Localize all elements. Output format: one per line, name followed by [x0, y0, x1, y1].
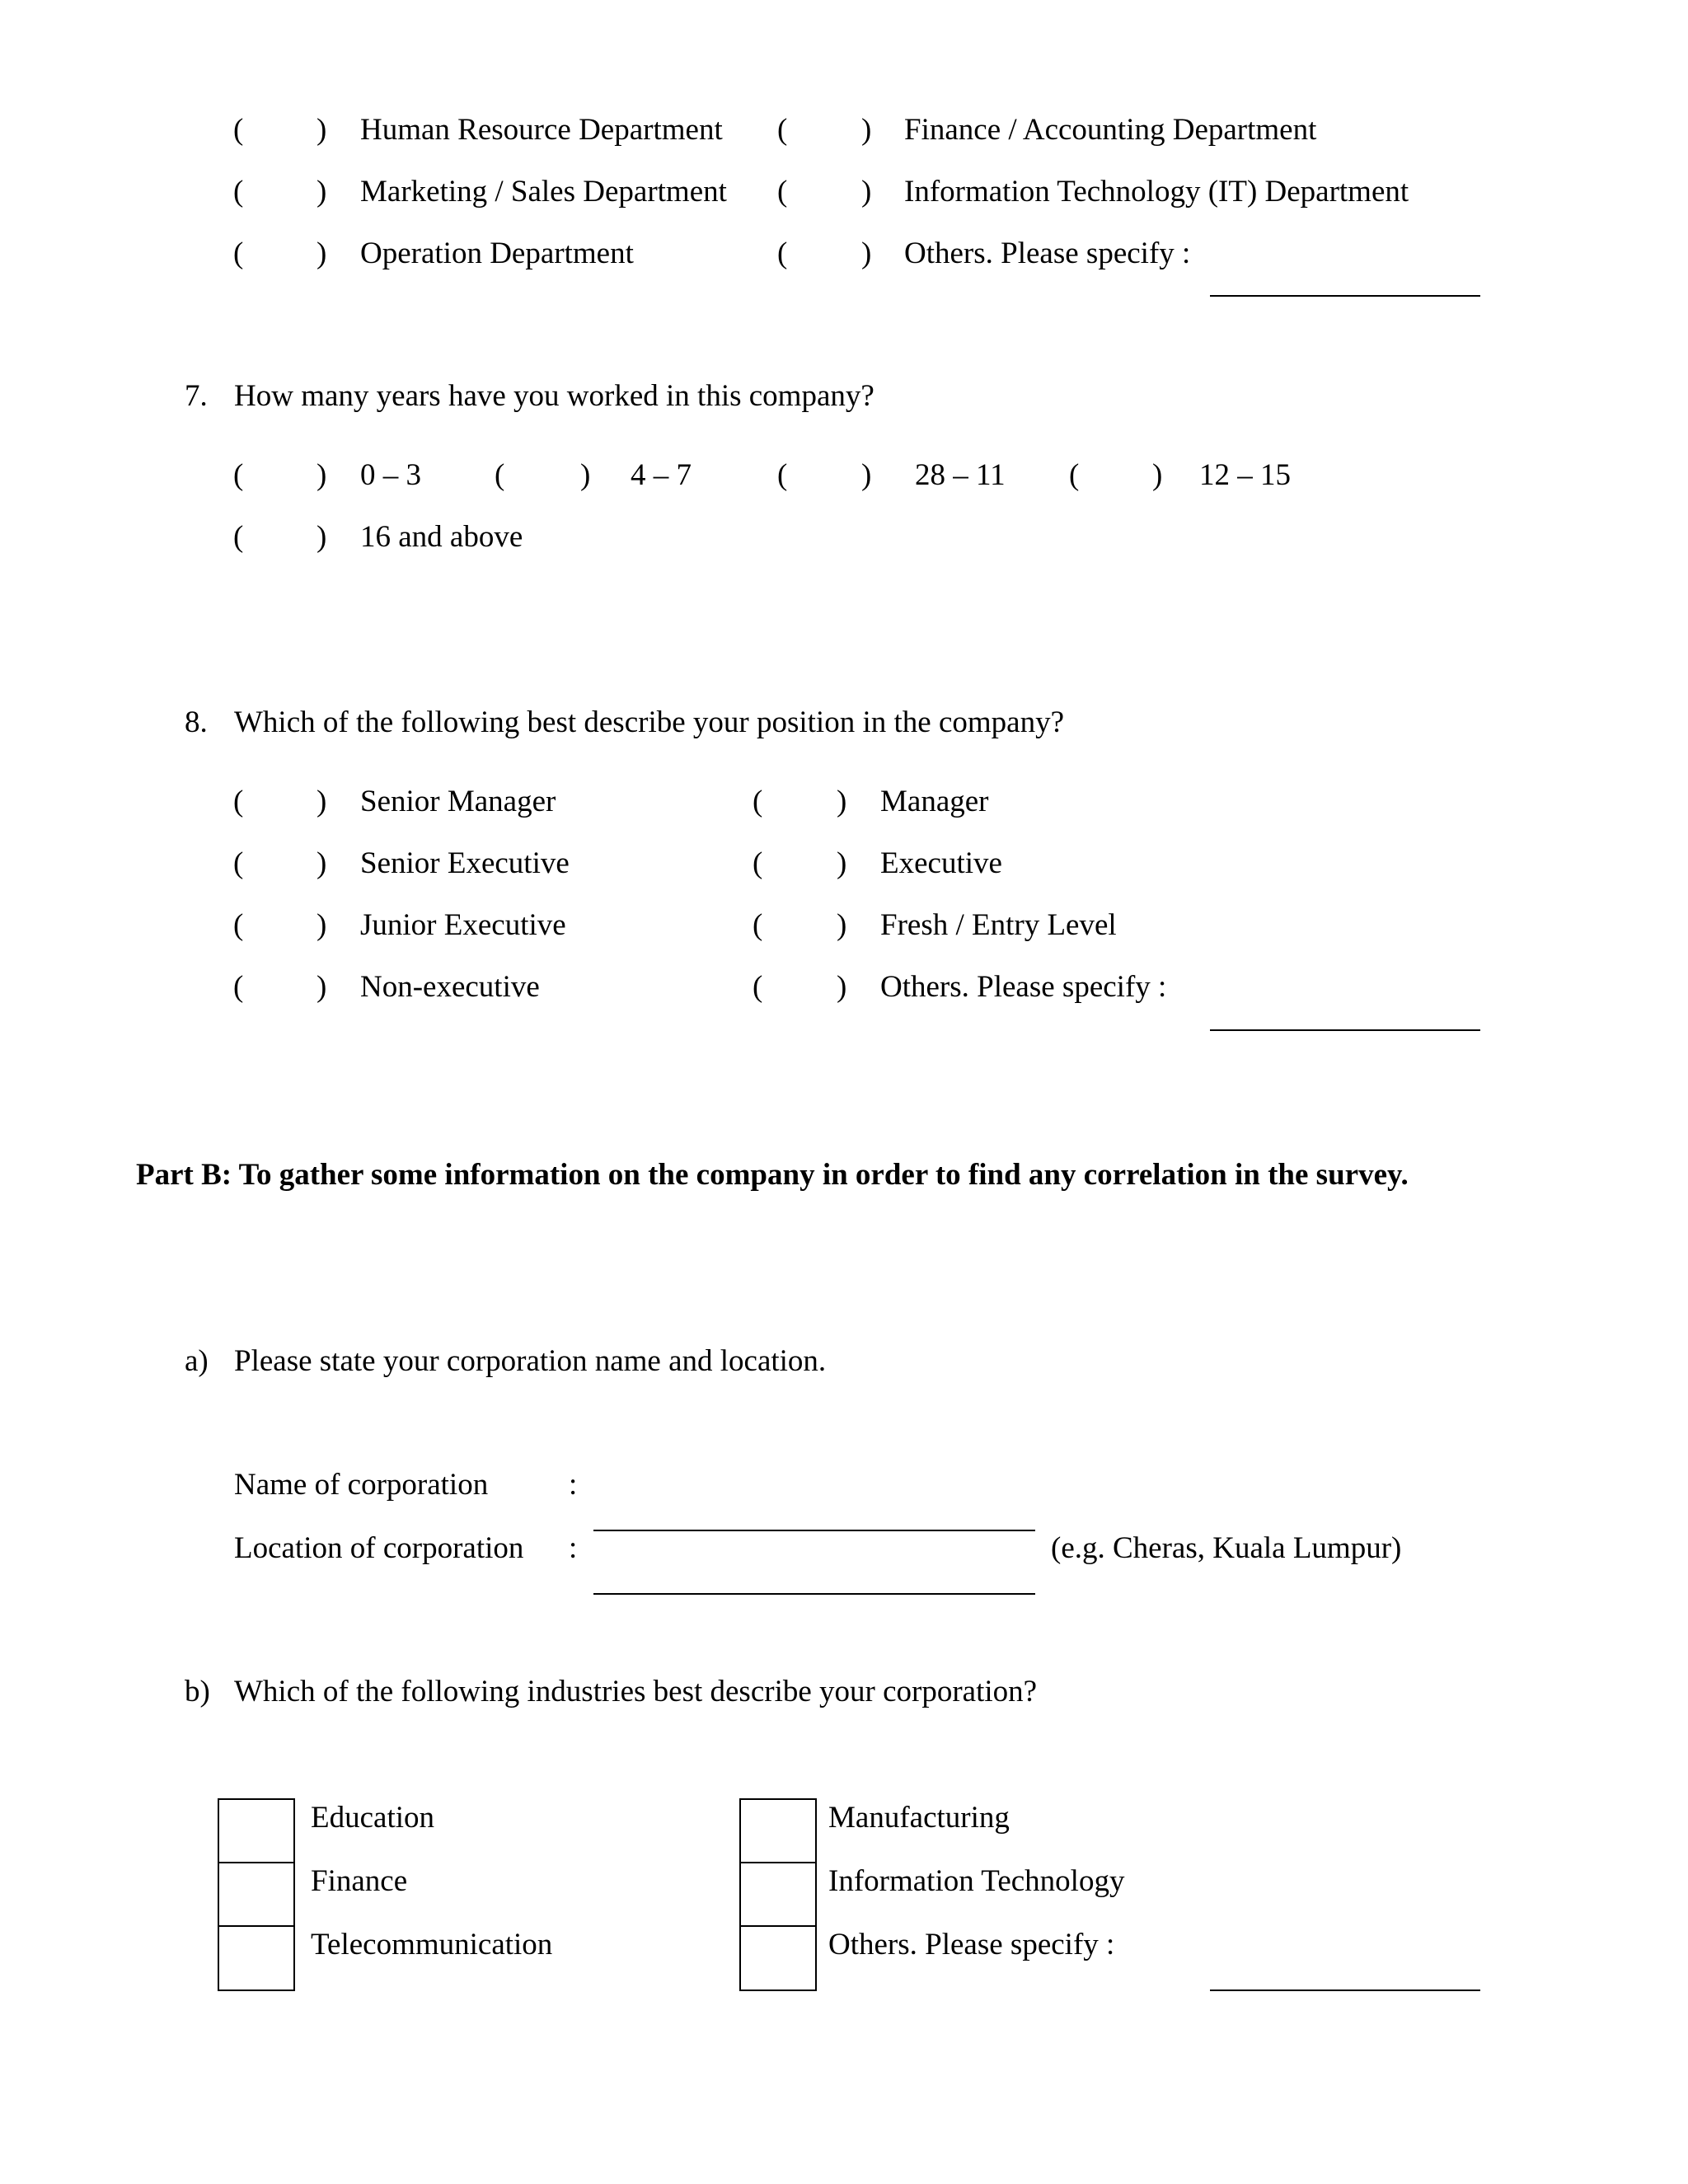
- part-b-heading: Part B: To gather some information on the company in order to find any correlation in the survey.: [136, 1158, 1409, 1192]
- option-label: Education: [311, 1801, 435, 1835]
- option-label: 4 – 7: [631, 458, 692, 492]
- option-label: Non-executive: [360, 970, 540, 1004]
- colon: :: [569, 1468, 578, 1502]
- option-label: 28 – 11: [915, 458, 1006, 492]
- option-label: Finance: [311, 1864, 408, 1898]
- radio-close: ): [316, 520, 327, 554]
- radio-close: ): [316, 458, 327, 492]
- radio-open[interactable]: (: [233, 175, 244, 209]
- question-label: b): [185, 1675, 210, 1708]
- option-label: Others. Please specify :: [828, 1928, 1115, 1961]
- radio-close: ): [316, 113, 327, 147]
- option-label: Fresh / Entry Level: [880, 908, 1117, 942]
- radio-open[interactable]: (: [233, 970, 244, 1004]
- option-label: 12 – 15: [1199, 458, 1291, 492]
- checkbox-others[interactable]: [739, 1925, 817, 1991]
- question-text: Which of the following industries best describe your corporation?: [234, 1675, 1038, 1708]
- radio-close: ): [861, 113, 872, 147]
- radio-open[interactable]: (: [777, 458, 788, 492]
- radio-open[interactable]: (: [495, 458, 505, 492]
- checkbox-education[interactable]: [218, 1798, 295, 1863]
- option-label: Senior Executive: [360, 846, 570, 880]
- radio-close: ): [316, 237, 327, 270]
- name-of-corporation-field[interactable]: [593, 1530, 1035, 1531]
- question-label: a): [185, 1344, 209, 1378]
- radio-open[interactable]: (: [233, 520, 244, 554]
- radio-close: ): [316, 908, 327, 942]
- radio-open[interactable]: (: [1069, 458, 1080, 492]
- checkbox-telecommunication[interactable]: [218, 1925, 295, 1991]
- others-specify-line[interactable]: [1210, 1990, 1480, 1991]
- radio-open[interactable]: (: [753, 908, 763, 942]
- others-specify-line[interactable]: [1210, 1029, 1480, 1031]
- radio-close: ): [837, 970, 847, 1004]
- location-hint: (e.g. Cheras, Kuala Lumpur): [1051, 1531, 1402, 1565]
- radio-open[interactable]: (: [777, 175, 788, 209]
- radio-close: ): [316, 846, 327, 880]
- radio-close: ): [861, 458, 872, 492]
- option-label: Operation Department: [360, 237, 634, 270]
- option-label: Others. Please specify :: [880, 970, 1167, 1004]
- location-of-corporation-label: Location of corporation: [234, 1531, 524, 1565]
- radio-open[interactable]: (: [777, 113, 788, 147]
- radio-open[interactable]: (: [233, 458, 244, 492]
- radio-open[interactable]: (: [753, 785, 763, 818]
- radio-open[interactable]: (: [233, 237, 244, 270]
- option-label: 0 – 3: [360, 458, 421, 492]
- colon: :: [569, 1531, 578, 1565]
- radio-close: ): [837, 908, 847, 942]
- radio-open[interactable]: (: [233, 908, 244, 942]
- checkbox-manufacturing[interactable]: [739, 1798, 817, 1863]
- question-text: Which of the following best describe your position in the company?: [234, 705, 1064, 739]
- radio-close: ): [861, 237, 872, 270]
- option-label: Marketing / Sales Department: [360, 175, 727, 209]
- option-label: Telecommunication: [311, 1928, 553, 1961]
- option-label: Others. Please specify :: [904, 237, 1191, 270]
- checkbox-information-technology[interactable]: [739, 1862, 817, 1927]
- radio-close: ): [837, 785, 847, 818]
- others-specify-line[interactable]: [1210, 295, 1480, 297]
- question-text: How many years have you worked in this company?: [234, 379, 874, 413]
- option-label: Manufacturing: [828, 1801, 1010, 1835]
- name-of-corporation-label: Name of corporation: [234, 1468, 489, 1502]
- option-label: 16 and above: [360, 520, 523, 554]
- radio-close: ): [316, 785, 327, 818]
- option-label: Junior Executive: [360, 908, 566, 942]
- option-label: Finance / Accounting Department: [904, 113, 1317, 147]
- option-label: Human Resource Department: [360, 113, 723, 147]
- radio-open[interactable]: (: [233, 846, 244, 880]
- radio-close: ): [861, 175, 872, 209]
- option-label: Senior Manager: [360, 785, 556, 818]
- radio-open[interactable]: (: [777, 237, 788, 270]
- radio-close: ): [316, 970, 327, 1004]
- question-text: Please state your corporation name and location.: [234, 1344, 827, 1378]
- option-label: Manager: [880, 785, 989, 818]
- checkbox-finance[interactable]: [218, 1862, 295, 1927]
- radio-open[interactable]: (: [233, 113, 244, 147]
- radio-close: ): [1152, 458, 1163, 492]
- option-label: Executive: [880, 846, 1002, 880]
- radio-open[interactable]: (: [753, 846, 763, 880]
- radio-open[interactable]: (: [753, 970, 763, 1004]
- option-label: Information Technology (IT) Department: [904, 175, 1409, 209]
- location-of-corporation-field[interactable]: [593, 1593, 1035, 1595]
- radio-close: ): [580, 458, 591, 492]
- question-number: 8.: [185, 705, 208, 739]
- radio-open[interactable]: (: [233, 785, 244, 818]
- option-label: Information Technology: [828, 1864, 1125, 1898]
- radio-close: ): [837, 846, 847, 880]
- question-number: 7.: [185, 379, 208, 413]
- radio-close: ): [316, 175, 327, 209]
